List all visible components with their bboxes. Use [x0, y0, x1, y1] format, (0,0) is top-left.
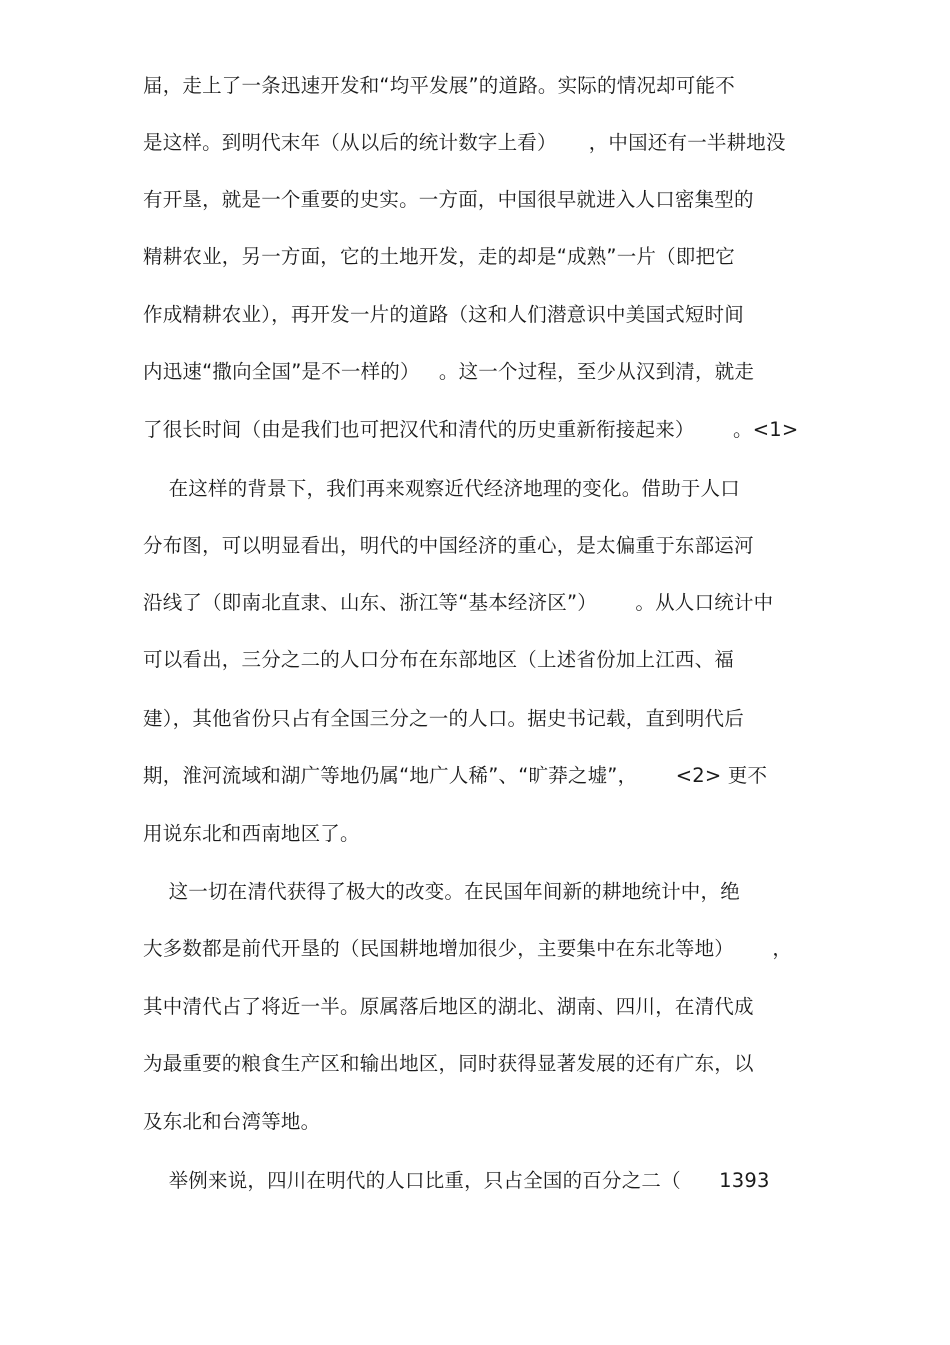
text-line: 了很长时间（由是我们也可把汉代和清代的历史重新衔接起来） 。<1>: [143, 418, 799, 441]
text-line: 在这样的背景下，我们再来观察近代经济地理的变化。借助于人口: [143, 477, 740, 500]
text-line: 可以看出，三分之二的人口分布在东部地区（上述省份加上江西、福: [143, 648, 735, 671]
text-line: 用说东北和西南地区了。: [143, 822, 360, 845]
text-line: 分布图，可以明显看出，明代的中国经济的重心，是太偏重于东部运河: [143, 534, 754, 557]
text-line: 是这样。到明代末年（从以后的统计数字上看） ，中国还有一半耕地没: [143, 131, 786, 154]
text-line: 及东北和台湾等地。: [143, 1110, 321, 1133]
text-line: 期，淮河流域和湖广等地仍属“地广人稀”、“旷莽之墟”， <2> 更不: [143, 764, 768, 787]
text-line: 有开垦，就是一个重要的史实。一方面，中国很早就进入人口密集型的: [143, 188, 754, 211]
text-line: 内迅速“撒向全国”是不一样的） 。这一个过程，至少从汉到清，就走: [143, 360, 755, 383]
text-line: 精耕农业，另一方面，它的土地开发，走的却是“成熟”一片（即把它: [143, 245, 735, 268]
text-line: 作成精耕农业），再开发一片的道路（这和人们潜意识中美国式短时间: [143, 303, 744, 326]
text-line: 大多数都是前代开垦的（民国耕地增加很少，主要集中在东北等地） ，: [143, 937, 793, 960]
text-line: 其中清代占了将近一半。原属落后地区的湖北、湖南、四川，在清代成: [143, 995, 754, 1018]
text-line: 建），其他省份只占有全国三分之一的人口。据史书记载，直到明代后: [143, 707, 744, 730]
text-line: 这一切在清代获得了极大的改变。在民国年间新的耕地统计中，绝: [143, 880, 740, 903]
text-line: 为最重要的粮食生产区和输出地区，同时获得显著发展的还有广东，以: [143, 1052, 754, 1075]
text-line: 举例来说，四川在明代的人口比重，只占全国的百分之二（ 1393: [143, 1169, 770, 1192]
text-line: 沿线了（即南北直隶、山东、浙江等“基本经济区”） 。从人口统计中: [143, 591, 774, 614]
text-line: 届，走上了一条迅速开发和“均平发展”的道路。实际的情况却可能不: [143, 74, 735, 97]
